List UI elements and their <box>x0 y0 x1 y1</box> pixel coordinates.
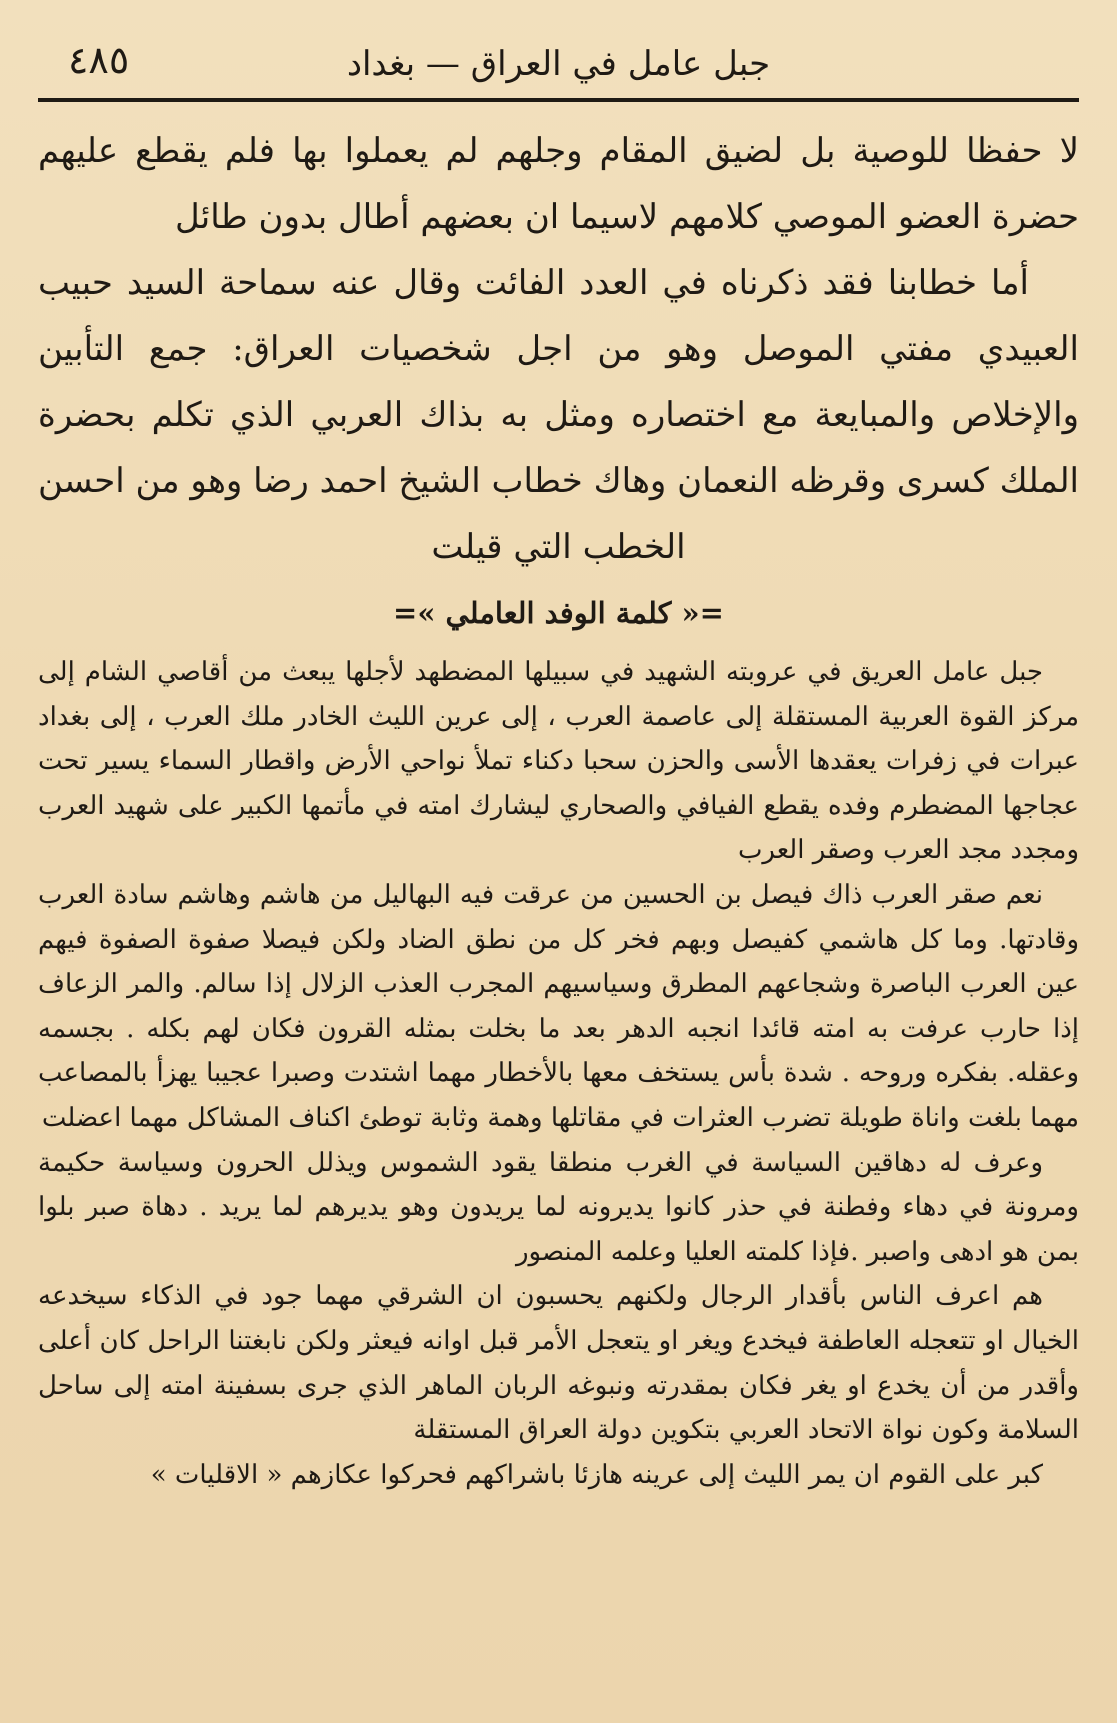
paragraph-small: جبل عامل العريق في عروبته الشهيد في سبيلها المضطهد لأجلها يبعث من أقاصي الشام إلى مركز القوة العربية المستقلة إلى عاصمة العرب ، إلى عرين الليث الخادر ملك العرب ، إلى بغداد عبرات في زفرات يعقدها الأسى والحزن سحبا دكناء تملأ نواحي الأرض واقطار السماء يسير تحت عجاجها المضطرم وفده يقطع الفيافي والصحاري ليشارك امته في مأتمها الكبير على شهيد العرب ومجدد مجد العرب وصقر العرب <box>38 657 1079 866</box>
running-title: جبل عامل في العراق — بغداد <box>346 44 771 84</box>
paragraph-large: أما خطابنا فقد ذكرناه في العدد الفائت وقال عنه سماحة السيد حبيب العبيدي مفتي الموصل وهو من اجل شخصيات العراق: جمع التأبين والإخلاص والمبايعة مع اختصاره ومثل به بذاك العربي الذي تكلم بحضرة الملك كسرى وقرظه النعمان وهاك خطاب الشيخ احمد رضا وهو من احسن الخطب التي قيلت <box>38 263 1079 567</box>
page-number: ٤٨٥ <box>68 38 130 82</box>
paragraph-small: نعم صقر العرب ذاك فيصل بن الحسين من عرقت فيه البهاليل من هاشم وهاشم سادة العرب وقادتها. وما كل هاشمي كفيصل وبهم فخر كل من نطق الضاد ولكن فيصلا صفوة الصفوة فيهم عين العرب الباصرة وشجاعهم المطرق وسياسيهم المجرب العذب الزلال إذا سالم. والمر الزعاف إذا حارب عرفت به امته قائدا انجبه الدهر بعد ما بخلت بمثله القرون فكان لهم بكله . بجسمه وعقله. بفكره وروحه . شدة بأس يستخف معها بالأخطار مهما اشتدت وصبرا عجيبا يهزأ بالمصاعب مهما بلغت واناة طويلة تضرب العثرات في مقاتلها وهمة وثابة توطئ اكناف المشاكل مهما اعضلت <box>38 879 1079 1133</box>
paragraph-small: وعرف له دهاقين السياسة في الغرب منطقا يقود الشموس ويذلل الحرون وسياسة حكيمة ومرونة في دهاء وفطنة في حذر كانوا يديرونه لما يريدون وهو يديرهم لما يريد . دهاة صبر بلوا بمن هو ادهى واصبر .فإذا كلمته العليا وعلمه المنصور <box>38 1147 1079 1267</box>
section-heading: =« كلمة الوفد العاملي »= <box>393 596 724 630</box>
paragraph-small: هم اعرف الناس بأقدار الرجال ولكنهم يحسبون ان الشرقي مهما جود في الذكاء سيخدعه الخيال او تتعجله العاطفة فيخدع ويغر او يتعجل الأمر قبل اوانه فيعثر ولكن نابغتنا الراحل كان أعلى وأقدر من أن يخدع او يغر فكان بمقدرته ونبوغه الربان الماهر الذي جرى بسفينة امته إلى ساحل السلامة وكون نواة الاتحاد العربي بتكوين دولة العراق المستقلة <box>38 1281 1079 1446</box>
paragraph-large: لا حفظا للوصية بل لضيق المقام وجلهم لم يعملوا بها فلم يقطع عليهم حضرة العضو الموصي كلامهم لاسيما ان بعضهم أطال بدون طائل <box>38 131 1079 237</box>
paragraph-small: كبر على القوم ان يمر الليث إلى عرينه هازئا باشراكهم فحركوا عكازهم « الاقليات » <box>150 1459 1043 1490</box>
page-header <box>40 38 1077 98</box>
page-body <box>38 118 1079 1497</box>
header-rule <box>38 98 1079 102</box>
